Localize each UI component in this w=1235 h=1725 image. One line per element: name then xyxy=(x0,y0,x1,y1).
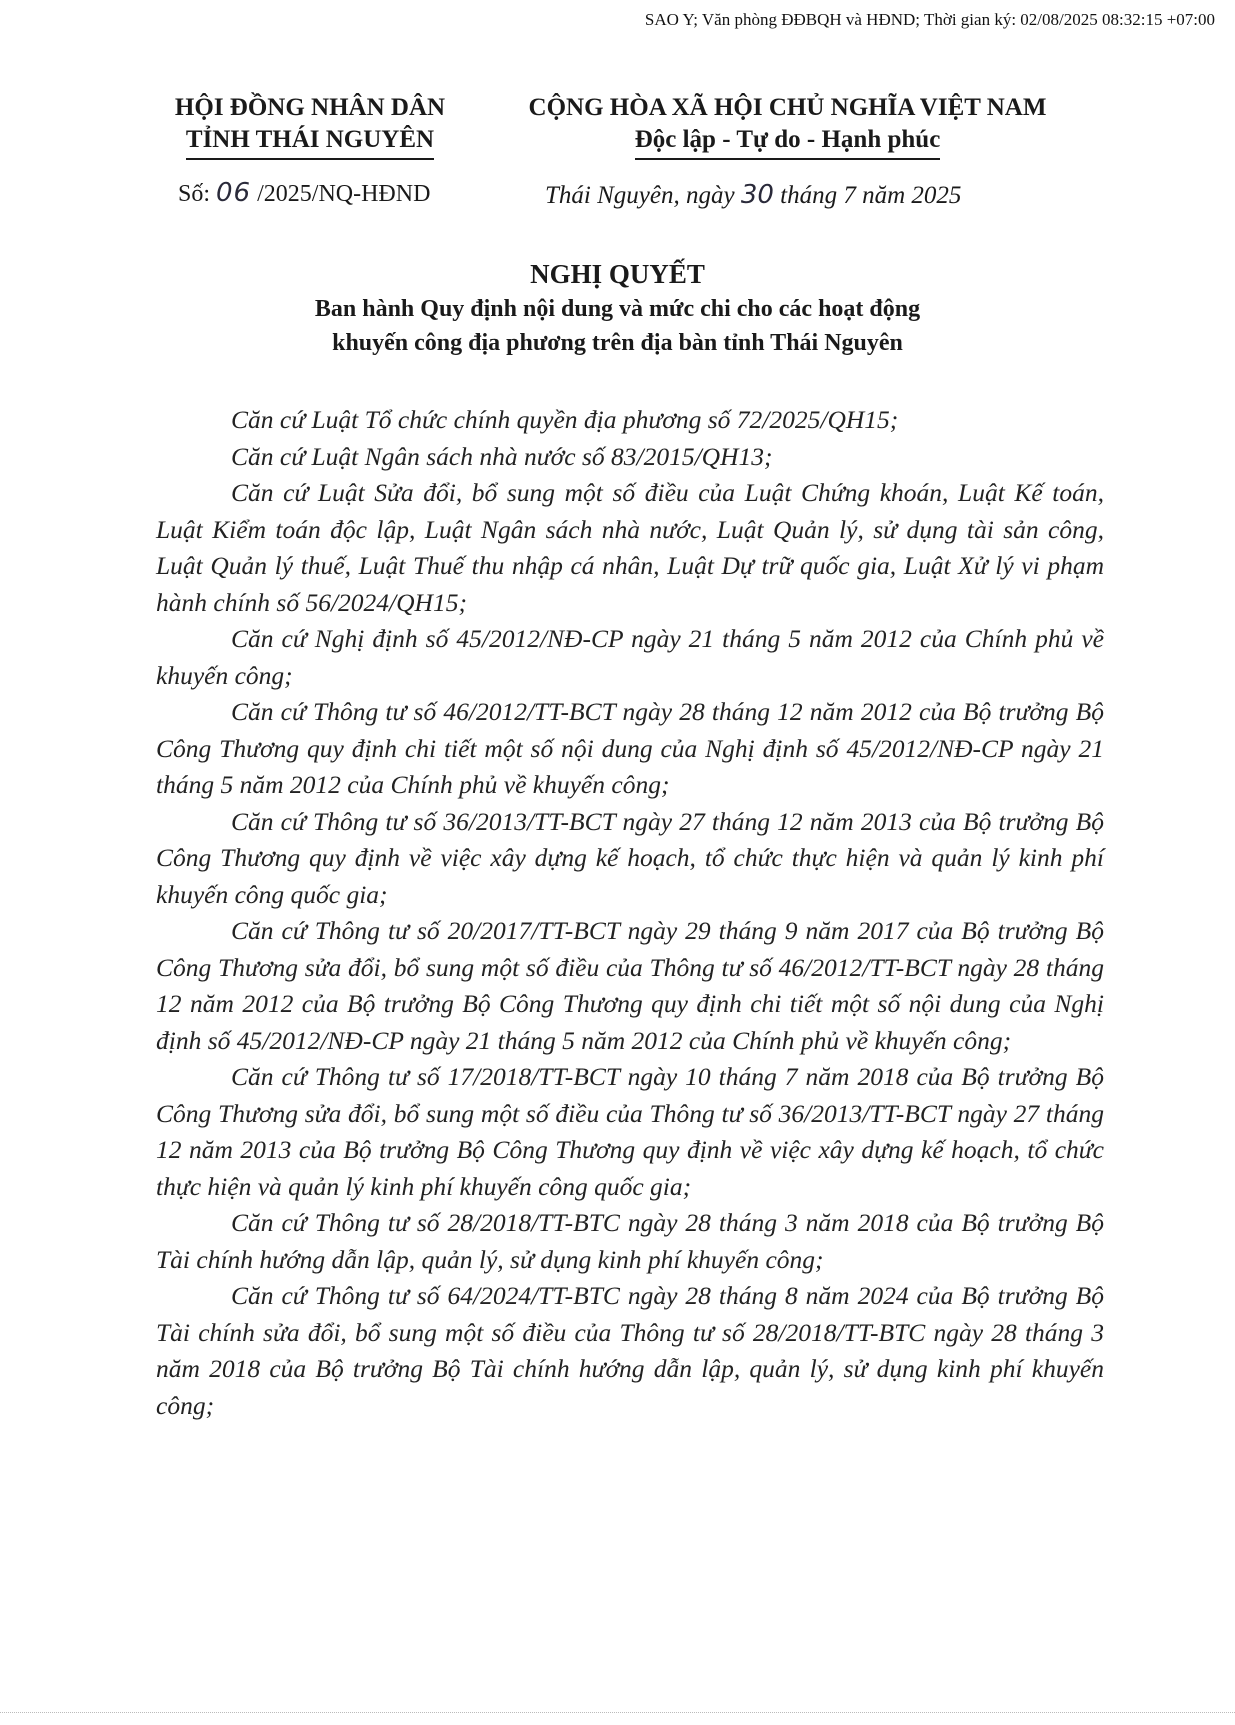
date-prefix: Thái Nguyên, ngày xyxy=(545,182,741,209)
preamble-body xyxy=(156,402,1104,1424)
nation-line-1: CỘNG HÒA XÃ HỘI CHỦ NGHĨA VIỆT NAM xyxy=(528,94,1047,121)
issuing-agency-header xyxy=(150,92,470,160)
preamble-paragraph: Căn cứ Thông tư số 46/2012/TT-BCT ngày 28 tháng 12 năm 2012 của Bộ trưởng Bộ Công Thương quy định chi tiết một số nội dung của Nghị định số 45/2012/NĐ-CP ngày 21 tháng 5 năm 2012 của Chính phủ về khuyến công; xyxy=(156,697,1104,799)
agency-line-2: TỈNH THÁI NGUYÊN xyxy=(186,124,434,160)
date-suffix: tháng 7 năm 2025 xyxy=(773,182,962,209)
agency-line-1: HỘI ĐỒNG NHÂN DÂN xyxy=(174,94,446,121)
preamble-paragraph: Căn cứ Thông tư số 20/2017/TT-BCT ngày 29 tháng 9 năm 2017 của Bộ trưởng Bộ Công Thương sửa đổi, bổ sung một số điều của Thông tư số 46/2012/TT-BCT ngày 28 tháng 12 năm 2012 của Bộ trưởng Bộ Công Thương quy định chi tiết một số nội dung của Nghị định số 45/2012/NĐ-CP ngày 21 tháng 5 năm 2012 của Chính phủ về khuyến công; xyxy=(156,916,1104,1055)
preamble-paragraph: Căn cứ Thông tư số 36/2013/TT-BCT ngày 27 tháng 12 năm 2013 của Bộ trưởng Bộ Công Thương quy định về việc xây dựng kế hoạch, tổ chức thực hiện và quản lý kinh phí khuyến công quốc gia; xyxy=(156,806,1104,909)
national-motto-header xyxy=(495,92,1080,160)
resolution-title xyxy=(0,256,1235,360)
title-main: NGHỊ QUYẾT xyxy=(530,259,705,289)
digital-signature-stamp: SAO Y; Văn phòng ĐĐBQH và HĐND; Thời gian ký: 02/08/2025 08:32:15 +07:00 xyxy=(644,10,1215,29)
title-sub-line-1: Ban hành Quy định nội dung và mức chi cho các hoạt động xyxy=(314,296,921,322)
preamble-paragraph: Căn cứ Thông tư số 28/2018/TT-BTC ngày 28 tháng 3 năm 2018 của Bộ trưởng Bộ Tài chính hướng dẫn lập, quản lý, sử dụng kinh phí khuyến công; xyxy=(156,1208,1104,1274)
preamble-paragraph: Căn cứ Luật Ngân sách nhà nước số 83/2015/QH13; xyxy=(231,441,773,471)
scan-edge-line xyxy=(0,1712,1235,1714)
issue-date xyxy=(545,180,1045,210)
date-handwritten-day: 30 xyxy=(740,180,774,210)
doc-number-handwritten: 06 xyxy=(216,178,252,208)
doc-number-prefix: Số: xyxy=(178,181,217,207)
nation-line-2: Độc lập - Tự do - Hạnh phúc xyxy=(635,124,941,160)
preamble-paragraph: Căn cứ Luật Sửa đổi, bổ sung một số điều của Luật Chứng khoán, Luật Kế toán, Luật Kiểm toán độc lập, Luật Ngân sách nhà nước, Luật Quản lý, sử dụng tài sản công, Luật Quản lý thuế, Luật Thuế thu nhập cá nhân, Luật Dự trữ quốc gia, Luật Xử lý vi phạm hành chính số 56/2024/QH15; xyxy=(156,478,1104,617)
doc-number-suffix: /2025/NQ-HĐND xyxy=(251,181,431,207)
preamble-paragraph: Căn cứ Thông tư số 64/2024/TT-BTC ngày 28 tháng 8 năm 2024 của Bộ trưởng Bộ Tài chính sửa đổi, bổ sung một số điều của Thông tư số 28/2018/TT-BTC ngày 28 tháng 3 năm 2018 của Bộ trưởng Bộ Tài chính hướng dẫn lập, quản lý, sử dụng kinh phí khuyến công; xyxy=(156,1281,1104,1420)
preamble-paragraph: Căn cứ Thông tư số 17/2018/TT-BCT ngày 10 tháng 7 năm 2018 của Bộ trưởng Bộ Công Thương sửa đổi, bổ sung một số điều của Thông tư số 36/2013/TT-BCT ngày 27 tháng 12 năm 2013 của Bộ trưởng Bộ Công Thương quy định về việc xây dựng kế hoạch, tổ chức thực hiện và quản lý kinh phí khuyến công quốc gia; xyxy=(156,1062,1104,1201)
preamble-paragraph: Căn cứ Luật Tổ chức chính quyền địa phương số 72/2025/QH15; xyxy=(231,405,899,434)
preamble-paragraph: Căn cứ Nghị định số 45/2012/NĐ-CP ngày 21 tháng 5 năm 2012 của Chính phủ về khuyến công; xyxy=(156,624,1104,690)
title-sub-line-2: khuyến công địa phương trên địa bàn tỉnh Thái Nguyên xyxy=(332,330,903,356)
document-number xyxy=(178,178,430,208)
